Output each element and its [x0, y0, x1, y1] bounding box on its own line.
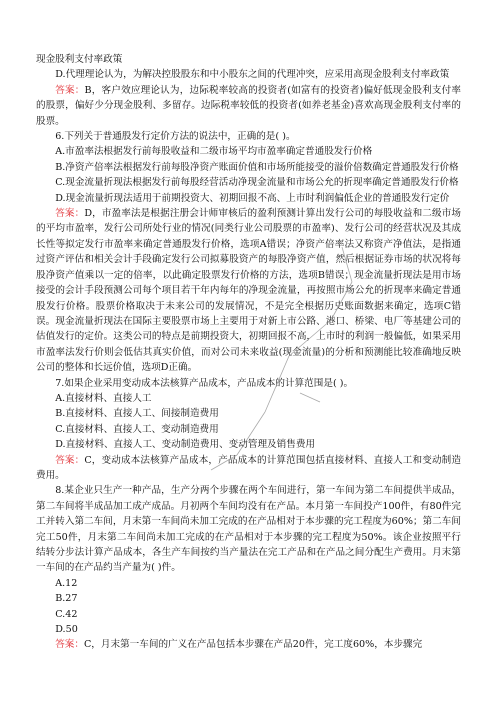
q8-option-b: B.27: [55, 593, 78, 605]
q7-option-d: D.直接材料、直接人工、变动制造费用、变动管理及销售费用: [55, 439, 316, 451]
answer-text: D，市盈率法是根据注册会计师审核后的盈利预测计算出发行公司的每股收益和二级市场的平均市盈率，发行公司所处行业的情况(同类行业公司股票的市盈率)、发行公司的经营状况及其成长性等拟定发行市盈率来确定普通股发行价格，选项A错误；净资产倍率法又称资产净值法，是指通过资产评估和相关会计手段确定发行公司拟募股资产的每股净资产值，然后根据证券市场的状况将每股净资产值乘以一定的倍率，以此确定股票发行价格的方法，选项B错误；现金流量折现法是用市场接受的会计手段预测公司每个项目若干年内每年的净现金流量，再按照市场公允的折现率来确定普通股发行价格。股票价格取决于未来公司的发展情况，不是完全根据历史账面数据来确定，选项C错误。现金流量折现法在国际主要股票市场上主要用于对新上市公路、港口、桥梁、电厂等基建公司的估值发行的定价。这类公司的特点是前期投资大，初期回报不高，上市时的利润一般偏低，如果采用市盈率法发行价则会低估其真实价值，而对公司未来收益(现金流量)的分析和预测能比较准确地反映公司的整体和长远价值，选项D正确。: [36, 208, 461, 374]
answer-text: C，变动成本法核算产品成本，产品成本的计算范围包括直接材料、直接人工和变动制造费用。: [36, 454, 461, 481]
q8-stem: 8.某企业只生产一种产品，生产分两个步骤在两个车间进行，第一车间为第二车间提供半成品，第二车间将半成品加工成产成品。月初两个车间均没有在产品。本月第一车间投产100件，有80件完工并转入第二车间，月末第一车间尚未加工完成的在产品相对于本步骤的完工程度为60%；第二车间完工50件，月末第二车间尚未加工完成的在产品相对于本步骤的完工程度为50%。该企业按照平行结转分步法计算产品成本，各生产车间按约当产量法在完工产品和在产品之间分配生产费用。月末第一车间的在产品约当产量为( )件。: [36, 485, 461, 574]
q6-option-c: C.现金流量折现法根据发行前每股经营活动净现金流量和市场公允的折现率确定普通股发行价格: [55, 177, 459, 189]
q5-option-d: D.代理理论认为，为解决控股股东和中小股东之间的代理冲突，应采用高现金股利支付率政策: [55, 69, 450, 81]
q8-answer: [36, 637, 461, 652]
answer-label: 答案：: [55, 454, 85, 466]
q7-option-c: C.直接材料、直接人工、变动制造费用: [55, 423, 219, 435]
answer-label: 答案：: [55, 208, 85, 220]
answer-label: 答案：: [55, 639, 84, 651]
q7-option-a: A.直接材料、直接人工: [55, 392, 152, 404]
q8-option-c: C.42: [55, 608, 78, 620]
document-page: [36, 52, 461, 653]
answer-text: B，客户效应理论认为，边际税率较高的投资者(如富有的投资者)偏好低现金股利支付率的股票，偏好少分现金股利、多留存。边际税率较低的投资者(如养老基金)喜欢高现金股利支付率的股票。: [36, 84, 461, 127]
answer-text: C，月末第一车间的广义在产品包括本步骤在产品20件，完工度60%，本步骤完: [83, 639, 423, 651]
q6-stem: 6.下列关于普通股发行定价方法的说法中，正确的是( )。: [55, 131, 296, 143]
answer-label: 答案：: [55, 84, 85, 96]
q6-option-a: A.市盈率法根据发行前每股收益和二级市场平均市盈率确定普通股发行价格: [55, 146, 373, 158]
q5-answer: [36, 83, 461, 129]
q7-option-b: B.直接材料、直接人工、间接制造费用: [55, 408, 219, 420]
q8-option-d: D.50: [55, 624, 78, 636]
q7-stem: 7.如果企业采用变动成本法核算产品成本，产品成本的计算范围是( )。: [55, 377, 354, 389]
continued-line: 现金股利支付率政策: [36, 54, 123, 65]
q8-option-a: A.12: [55, 577, 78, 589]
q6-option-d: D.现金流量折现法适用于前期投资大、初期回报不高、上市时利润偏低企业的普通股发行定价: [55, 192, 450, 204]
q6-answer: [36, 206, 461, 375]
q6-option-b: B.净资产倍率法根据发行前每股净资产账面价值和市场所能接受的溢价倍数确定普通股发行价格: [55, 161, 459, 173]
q7-answer: [36, 453, 461, 484]
